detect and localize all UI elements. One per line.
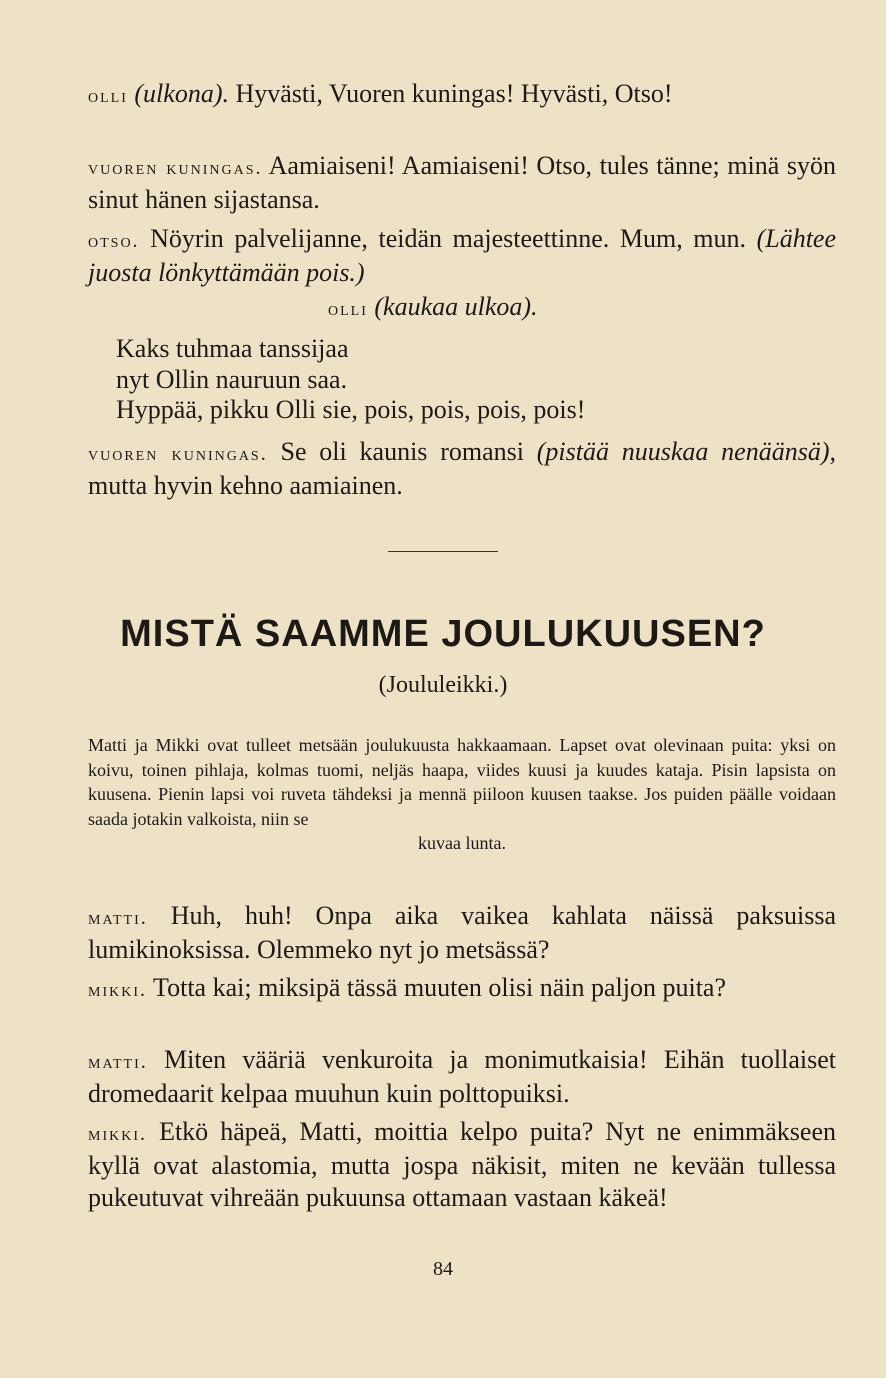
verse-heading <box>328 292 538 322</box>
speaker-matti: matti. <box>88 907 148 929</box>
dialogue-mikki-2 <box>88 1116 836 1214</box>
intro-text: Matti ja Mikki ovat tulleet metsään joulukuusta hakkaamaan. Lapset ovat olevinaan puita: yksi on koivu, toinen pihlaja, kolmas tuomi, neljäs haapa, viides kuusi ja kuudes kataja. Pisin lapsista on kuusena. Pienin lapsi voi ruveta tähdeksi ja mennä piiloon kuusen taakse. Jos puiden päälle voidaan saada jotakin valkoista, niin se <box>88 735 836 829</box>
section-subtitle: (Joululeikki.) <box>378 672 508 698</box>
dialogue-olli <box>88 78 836 112</box>
speaker-mikki: mikki. <box>88 1123 147 1145</box>
speaker-olli: olli <box>88 85 128 107</box>
intro-paragraph <box>88 733 836 856</box>
dialogue-text: Miten vääriä venkuroita ja monimutkaisia! Eihän tuollaiset dromedaarit kelpaa muuhun kuin polttopuiksi. <box>88 1045 837 1108</box>
stage-direction: (pistää nuuskaa nenäänsä), <box>536 437 836 466</box>
verse-line: Hyppää, pikku Olli sie, pois, pois, pois, pois! <box>116 395 586 424</box>
verse <box>116 334 585 426</box>
section-title: MISTÄ SAAMME JOULUKUUSEN? <box>120 613 766 655</box>
dialogue-matti <box>88 900 836 966</box>
stage-direction: (Lähtee juosta lönkyttämään pois.) <box>88 224 836 287</box>
dialogue-text: Totta kai; miksipä tässä muuten olisi näin paljon puita? <box>153 973 726 1002</box>
stage-direction: (kaukaa ulkoa). <box>374 292 538 321</box>
speaker-otso: otso. <box>88 230 140 252</box>
dialogue-vuoren-kuningas-2 <box>88 436 836 502</box>
page-number: 84 <box>433 1258 453 1280</box>
verse-line: nyt Ollin nauruun saa. <box>116 364 348 394</box>
speaker-olli: olli <box>328 298 368 320</box>
dialogue-mikki <box>88 972 836 1006</box>
dialogue-text: Se oli kaunis romansi <box>280 437 524 466</box>
speaker-mikki: mikki. <box>88 979 147 1001</box>
dialogue-otso <box>88 223 836 289</box>
intro-text-last: kuvaa lunta. <box>418 833 506 853</box>
speaker-vuoren-kuningas: vuoren kuningas. <box>88 157 263 179</box>
dialogue-text: mutta hyvin kehno aamiainen. <box>88 471 403 500</box>
dialogue-text: Nöyrin palvelijanne, teidän majesteettinne. Mum, mun. <box>150 224 746 253</box>
dialogue-text: Aamiaiseni! Aamiaiseni! Otso, tules tänne; minä syön sinut hänen sijastansa. <box>88 151 836 214</box>
dialogue-text: Hyvästi, Vuoren kuningas! Hyvästi, Otso! <box>235 79 673 108</box>
speaker-vuoren-kuningas: vuoren kuningas. <box>88 443 268 465</box>
stage-direction: (ulkona). <box>134 79 229 108</box>
speaker-matti: matti. <box>88 1051 148 1073</box>
dialogue-text: Etkö häpeä, Matti, moittia kelpo puita? Nyt ne enimmäkseen kyllä ovat alastomia, mutta jospa näkisit, miten ne kevään tullessa pukeutuvat vihreään pukuunsa ottamaan vastaan käkeä! <box>88 1117 837 1212</box>
section-divider <box>388 551 498 552</box>
dialogue-vuoren-kuningas <box>88 150 836 216</box>
dialogue-text: Huh, huh! Onpa aika vaikea kahlata näissä paksuissa lumikinoksissa. Olemmeko nyt jo metsässä? <box>88 901 837 964</box>
verse-line: Kaks tuhmaa tanssijaa <box>116 334 349 363</box>
dialogue-matti-2 <box>88 1044 836 1110</box>
